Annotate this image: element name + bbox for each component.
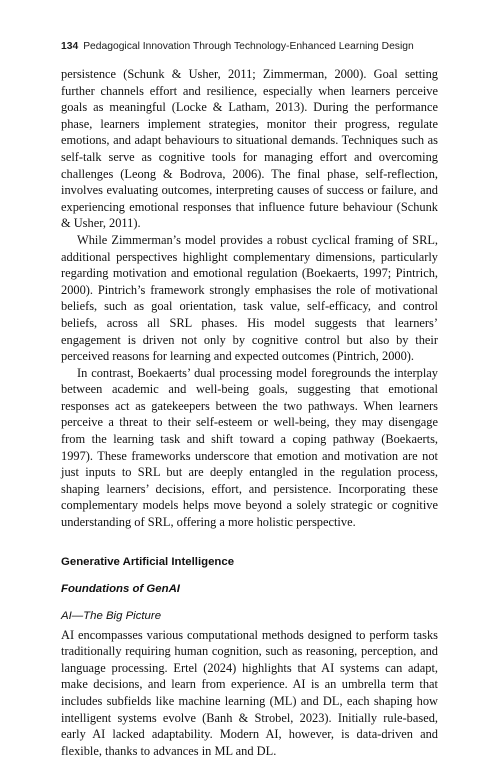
- page-number: 134: [61, 41, 79, 52]
- subsection-heading: Foundations of GenAI: [61, 582, 180, 595]
- running-header: [61, 41, 461, 52]
- paragraph-ai-overview: AI encompasses various computational methods designed to perform tasks traditionally requiring human cognition, such as reasoning, perception, and language processing. Ertel (2024) highlights that AI systems can adapt, make decisions, and learn from experience. AI is an umbrella term that includes subfields like machine learning (ML) and DL, each shaping how intelligent systems evolve (Banh & Strobel, 2023). Initially rule-based, early AI lacked adaptability. Modern AI, however, is data-driven and flexible, thanks to advances in ML and DL.: [61, 627, 438, 758]
- body-text: [61, 66, 438, 759]
- section-heading: Generative Artificial Intelligence: [61, 555, 235, 568]
- paragraph-continued: persistence (Schunk & Usher, 2011; Zimmerman, 2000). Goal setting further channels effort and resilience, especially when learners perceive goals as meaningful (Locke & Latham, 2013). During the performance phase, learners implement strategies, monitor their progress, regulate emotions, and adapt behaviours to situational demands. Techniques such as self-talk serve as cognitive tools for managing effort and overcoming challenges (Leong & Bodrova, 2006). The final phase, self-reflection, involves evaluating outcomes, interpreting causes of success or failure, and experiencing emotional responses that influence future behaviour (Schunk & Usher, 2011).: [61, 67, 438, 231]
- running-title: Pedagogical Innovation Through Technology-Enhanced Learning Design: [83, 41, 414, 52]
- paragraph-boekaerts: In contrast, Boekaerts’ dual processing model foregrounds the interplay between academic and well-being goals, suggesting that emotional responses act as gatekeepers between the two pathways. When learners perceive a threat to their self-esteem or well-being, they may disengage from the learning task and shift toward a coping pathway (Boekaerts, 1997). These frameworks underscore that emotion and motivation are not just inputs to SRL but are deeply entangled in the regulation process, shaping learners’ decisions, effort, and persistence. Incorporating these complementary models helps move beyond a solely strategic or cognitive understanding of SRL, offering a more holistic perspective.: [61, 365, 438, 530]
- paragraph-pintrich: While Zimmerman’s model provides a robust cyclical framing of SRL, additional perspectives highlight complementary dimensions, particularly regarding motivation and emotional regulation (Boekaerts, 1997; Pintrich, 2000). Pintrich’s framework strongly emphasises the role of motivational beliefs, such as goal orientation, task value, self-efficacy, and control beliefs, across all SRL phases. His model suggests that learners’ engagement is driven not only by cognitive control but also by their perceived reasons for learning and expected outcomes (Pintrich, 2000).: [61, 232, 438, 364]
- subsubsection-heading: AI—The Big Picture: [61, 609, 162, 622]
